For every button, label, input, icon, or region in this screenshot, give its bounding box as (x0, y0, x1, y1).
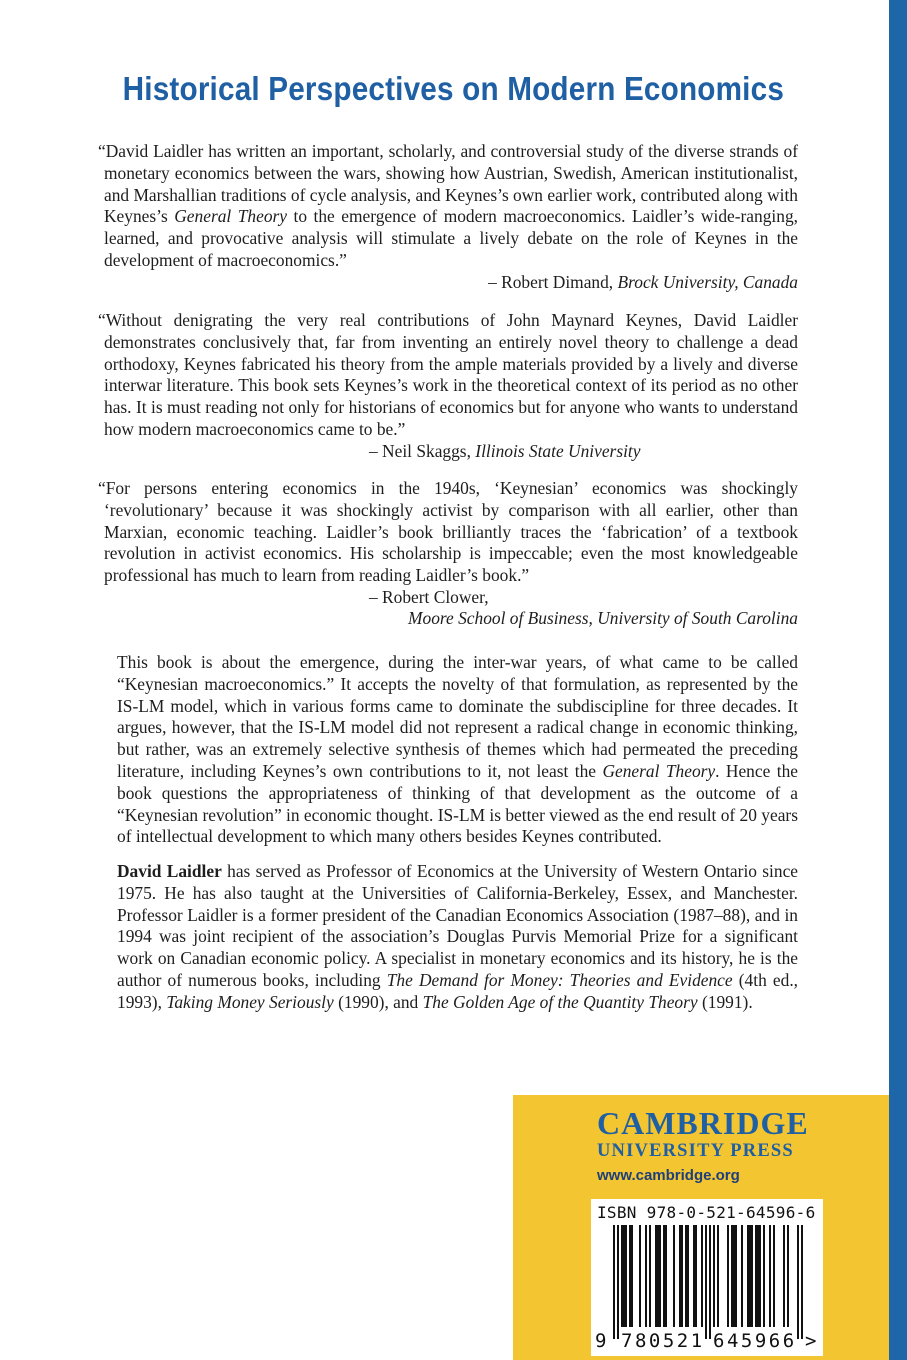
endorsement-quote-2 (98, 310, 798, 463)
barcode-bar (621, 1225, 623, 1327)
barcode-guard-bar (617, 1225, 619, 1339)
barcode-bar (655, 1225, 657, 1327)
barcode-bar (741, 1225, 743, 1327)
barcode-bar (679, 1225, 681, 1327)
barcode-bar (639, 1225, 641, 1327)
barcode-bar (759, 1225, 761, 1327)
barcode-bar (681, 1225, 683, 1327)
barcode-bar (735, 1225, 737, 1327)
endorsement-quote-1 (98, 141, 798, 294)
barcode-bar (631, 1225, 633, 1327)
barcode-bar (717, 1225, 719, 1327)
barcode-end-mark: > (805, 1330, 817, 1352)
author-bio: David Laidler has served as Professor of Economics at the University of Western Ontario since 1975. He has also taught at the Universities of California-Berkeley, Essex, and Manchester. Professor Laidler is a former president of the Canadian Economics Association (1987–88), and in 1994 was joint recipient of the association’s Douglas Purvis Memorial Prize for a significant work on Canadian economic policy. A specialist in monetary economics and its history, he is the author of numerous books, including The Demand for Money: Theories and Evidence (4th ed., 1993), Taking Money Seriously (1990), and The Golden Age of the Quantity Theory (1991). (117, 861, 799, 1012)
author-name: David Laidler (117, 861, 222, 881)
quote-2-attribution: – Neil Skaggs, Illinois State University (369, 440, 641, 461)
barcode-bar (769, 1225, 771, 1327)
barcode-bar (687, 1225, 689, 1327)
barcode-bar (783, 1225, 785, 1327)
right-edge-stripe (889, 0, 907, 1360)
series-title: Historical Perspectives on Modern Economics (122, 70, 785, 107)
barcode-bar (763, 1225, 765, 1327)
quote-3-affiliation: Moore School of Business, University of South Carolina (408, 607, 798, 628)
barcode-guard-bar (797, 1225, 799, 1339)
isbn-label: ISBN 978-0-521-64596-6 (597, 1203, 816, 1222)
barcode-bar (787, 1225, 789, 1327)
publisher-press: UNIVERSITY PRESS (597, 1141, 794, 1161)
quote-1-text: “David Laidler has written an important, scholarly, and controversial study of the diverse strands of monetary economics between the wars, showing how Austrian, Swedish, American institutionalist, and Marshallian traditions of cycle analysis, and Keynes’s own earlier work, contributed along with Keynes’s General Theory to the emergence of modern macroeconomics. Laidler’s wide-ranging, learned, and provocative analysis will stimulate a lively debate on the role of Keynes in the development of macroeconomics.” (98, 141, 798, 270)
barcode-bar (665, 1225, 667, 1327)
barcode-bar (663, 1225, 665, 1327)
barcode-guard-bar (613, 1225, 615, 1339)
publisher-panel (513, 1095, 889, 1360)
barcode-bar (625, 1225, 627, 1327)
barcode-digits-right: 645966 (713, 1330, 797, 1352)
book-description: This book is about the emergence, during the inter-war years, of what came to be called “Keynesian macroeconomics.” It accepts the novelty of that formulation, as represented by the IS-LM model, which in various forms came to dominate the subdiscipline for three decades. It argues, however, that the IS-LM model did not represent a radical change in economic thinking, but rather, was an extremely selective synthesis of themes which had permeated the preceding literature, including Keynes’s own contributions to it, not least the General Theory. Hence the book questions the appropriateness of thinking of that development as the outcome of a “Keynesian revolution” in economic thought. IS-LM is better viewed as the end result of 20 years of intellectual development to which many others besides Keynes contributed. (117, 652, 798, 847)
barcode-bar (693, 1225, 695, 1327)
barcode-bar (685, 1225, 687, 1327)
quote-2-text: “Without denigrating the very real contributions of John Maynard Keynes, David Laidler demonstrates conclusively that, far from inventing an entirely novel theory to challenge a dead orthodoxy, Keynes fabricated his theory from the ample materials provided by a lively and diverse interwar literature. This book sets Keynes’s work in the theoretical context of its period as no other has. It is must reading not only for historians of economics but for anyone who wants to understand how modern macroeconomics came to be.” (98, 310, 798, 439)
barcode-bar (649, 1225, 651, 1327)
barcode-guard-bar (801, 1225, 803, 1339)
barcode-bar (773, 1225, 775, 1327)
barcode-bar (757, 1225, 759, 1327)
barcode-bar (751, 1225, 753, 1327)
barcode-panel (591, 1199, 823, 1356)
barcode-bar (747, 1225, 749, 1327)
barcode-bar (713, 1225, 715, 1327)
quote-3-text: “For persons entering economics in the 1940s, ‘Keynesian’ economics was shockingly ‘revolutionary’ because it was shockingly activist by comparison with all earlier, other than Marxian, economic teaching. Laidler’s book brilliantly traces the ‘fabrication’ of a textbook revolution in activist economics. His scholarship is impeccable; even the most knowledgeable professional has much to learn from reading Laidler’s book.” (98, 478, 798, 586)
publisher-website: www.cambridge.org (597, 1167, 740, 1184)
barcode-bar (659, 1225, 661, 1327)
barcode-bar (695, 1225, 697, 1327)
barcode-bar (733, 1225, 735, 1327)
barcode-bar (673, 1225, 675, 1327)
barcode-bar (701, 1225, 703, 1327)
barcode-bar (623, 1225, 625, 1327)
barcode-bar (731, 1225, 733, 1327)
barcode-digits-left: 780521 (621, 1330, 705, 1352)
quote-3-author: – Robert Clower, (369, 586, 489, 607)
barcode-bar (645, 1225, 647, 1327)
barcode-bar (657, 1225, 659, 1327)
barcode-bar (749, 1225, 751, 1327)
quote-1-attribution: – Robert Dimand, Brock University, Canada (488, 271, 798, 292)
endorsement-quote-3 (98, 478, 798, 630)
barcode-digit-first: 9 (595, 1330, 607, 1352)
barcode-bar (629, 1225, 631, 1327)
barcode-bar (755, 1225, 757, 1327)
barcode-guard-bar (705, 1225, 707, 1339)
barcode-bar (727, 1225, 729, 1327)
barcode-guard-bar (709, 1225, 711, 1339)
publisher-name: CAMBRIDGE (597, 1105, 809, 1141)
